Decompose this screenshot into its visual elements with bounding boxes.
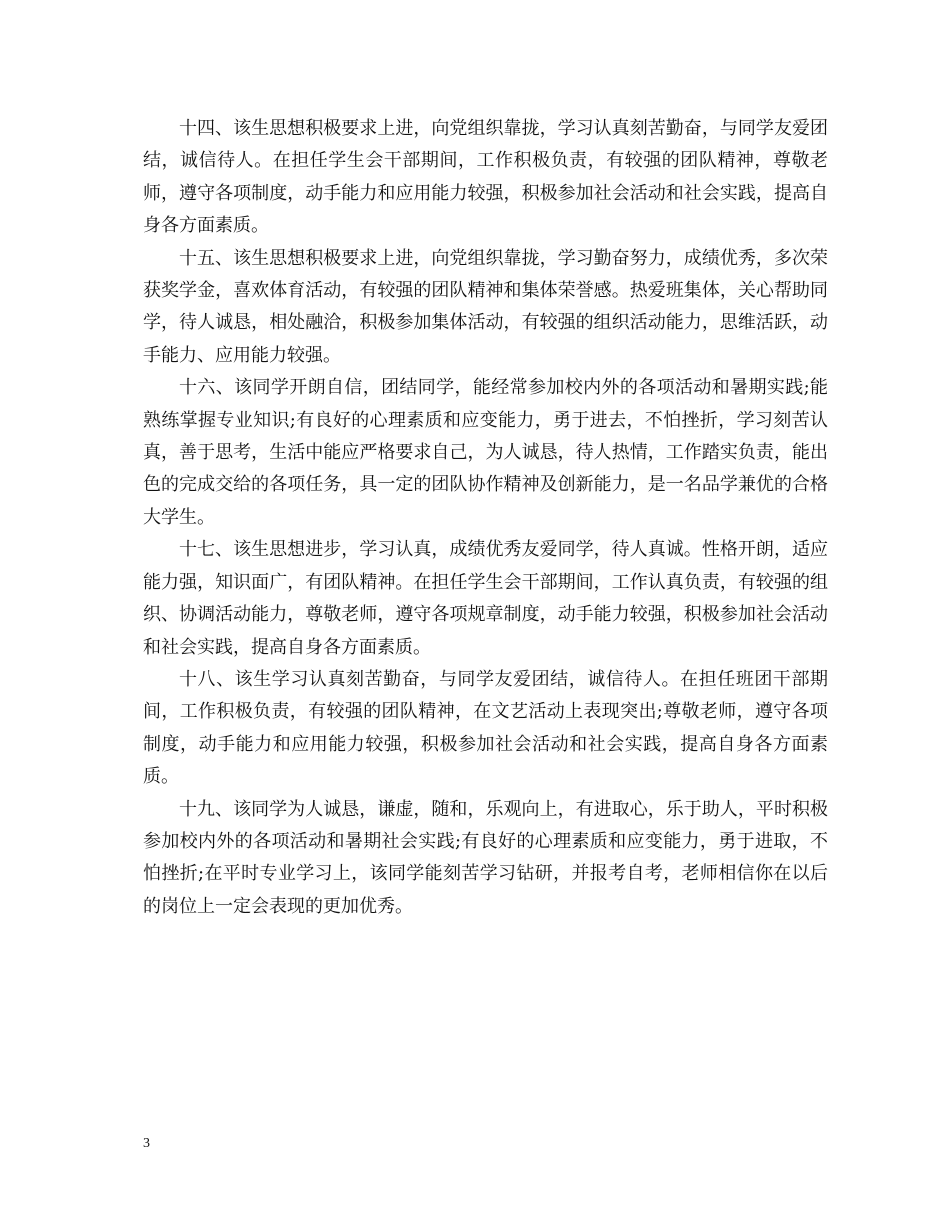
paragraph-17: 十七、该生思想进步，学习认真，成绩优秀友爱同学，待人真诚。性格开朗，适应能力强，知识面广，有团队精神。在担任学生会干部期间，工作认真负责，有较强的组织、协调活动能力，尊敬老师，遵守各项规章制度，动手能力较强，积极参加社会活动和社会实践，提高自身各方面素质。 [143,539,828,658]
paragraph-14: 十四、该生思想积极要求上进，向党组织靠拢，学习认真刻苦勤奋，与同学友爱团结，诚信待人。在担任学生会干部期间，工作积极负责，有较强的团队精神，尊敬老师，遵守各项制度，动手能力和应用能力较强，积极参加社会活动和社会实践，提高自身各方面素质。 [143,118,828,237]
paragraph-16: 十六、该同学开朗自信，团结同学，能经常参加校内外的各项活动和暑期实践;能熟练掌握专业知识;有良好的心理素质和应变能力，勇于进去，不怕挫折，学习刻苦认真，善于思考，生活中能应严格要求自己，为人诚恳，待人热情，工作踏实负责，能出色的完成交给的各项任务，具一定的团队协作精神及创新能力，是一名品学兼优的合格大学生。 [143,377,828,528]
page-number: 3 [143,1136,150,1151]
paragraph-15: 十五、该生思想积极要求上进，向党组织靠拢，学习勤奋努力，成绩优秀，多次荣获奖学金，喜欢体育活动，有较强的团队精神和集体荣誉感。热爱班集体，关心帮助同学，待人诚恳，相处融洽，积极参加集体活动，有较强的组织活动能力，思维活跃，动手能力、应用能力较强。 [143,247,828,366]
document-body [143,113,828,923]
paragraph-18: 十八、该生学习认真刻苦勤奋，与同学友爱团结，诚信待人。在担任班团干部期间，工作积极负责，有较强的团队精神，在文艺活动上表现突出;尊敬老师，遵守各项制度，动手能力和应用能力较强，积极参加社会活动和社会实践，提高自身各方面素质。 [143,668,828,788]
paragraph-19: 十九、该同学为人诚恳，谦虚，随和，乐观向上，有进取心，乐于助人，平时积极参加校内外的各项活动和暑期社会实践;有良好的心理素质和应变能力，勇于进取，不怕挫折;在平时专业学习上，该同学能刻苦学习钻研，并报考自考，老师相信你在以后的岗位上一定会表现的更加优秀。 [143,798,828,917]
